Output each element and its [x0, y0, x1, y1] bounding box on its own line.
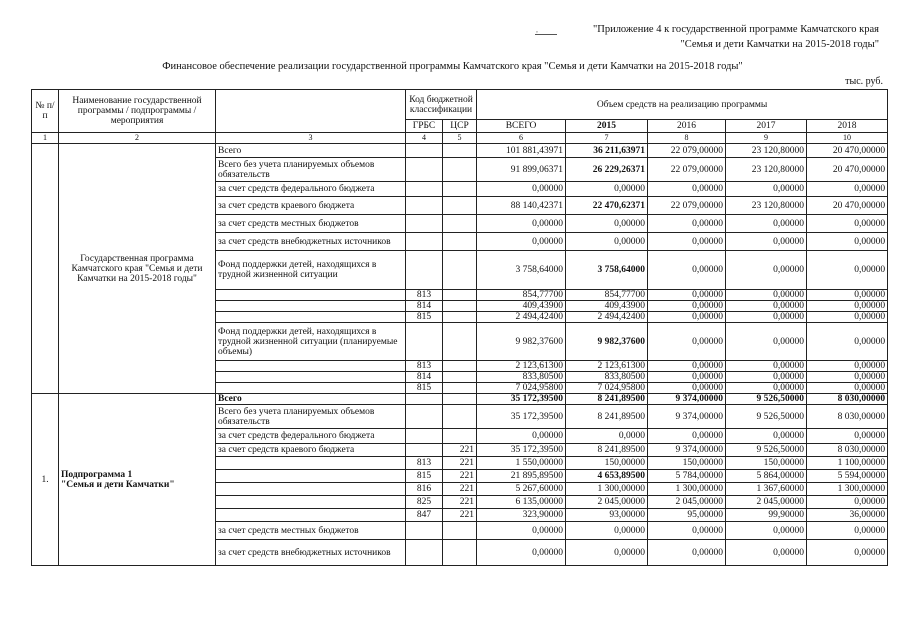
value-2018-cell: 0,00000: [807, 372, 888, 383]
value-2018-cell: 0,00000: [807, 383, 888, 394]
total-cell: 6 135,00000: [477, 496, 566, 509]
value-2015-cell: 8 241,89500: [566, 405, 648, 429]
value-2015-cell: 150,00000: [566, 457, 648, 470]
csr-cell: 221: [443, 444, 477, 457]
value-2016-cell: 9 374,00000: [648, 444, 726, 457]
value-2015-cell: 409,43900: [566, 301, 648, 312]
row-label: Всего: [216, 394, 406, 405]
grbs-cell: [406, 233, 443, 251]
csr-cell: 221: [443, 509, 477, 522]
row-label: [216, 301, 406, 312]
total-cell: 21 895,89500: [477, 470, 566, 483]
row-label: Фонд поддержки детей, находящихся в трудной жизненной ситуации: [216, 251, 406, 290]
total-cell: 0,00000: [477, 429, 566, 444]
program-name-cell: Государственная программа Камчатского края "Семья и дети Камчатки на 2015-2018 годы": [59, 144, 216, 394]
table-row: [32, 394, 888, 405]
col-volume-header: Объем средств на реализацию программы: [477, 90, 888, 120]
value-2015-cell: 93,00000: [566, 509, 648, 522]
total-cell: 91 899,06371: [477, 158, 566, 182]
csr-cell: [443, 301, 477, 312]
row-label: [216, 470, 406, 483]
units-label: тыс. руб.: [845, 76, 883, 87]
value-2017-cell: 0,00000: [726, 383, 807, 394]
total-cell: 9 982,37600: [477, 323, 566, 361]
csr-cell: 221: [443, 470, 477, 483]
value-2018-cell: 8 030,00000: [807, 394, 888, 405]
value-2018-cell: 0,00000: [807, 540, 888, 566]
row-label: [216, 457, 406, 470]
col-2016-header: 2016: [648, 120, 726, 133]
csr-cell: [443, 312, 477, 323]
value-2015-cell: 2 045,00000: [566, 496, 648, 509]
csr-cell: [443, 323, 477, 361]
row-label: за счет средств местных бюджетов: [216, 215, 406, 233]
value-2018-cell: 0,00000: [807, 312, 888, 323]
grbs-cell: 813: [406, 457, 443, 470]
value-2015-cell: 9 982,37600: [566, 323, 648, 361]
grbs-cell: [406, 158, 443, 182]
value-2018-cell: 0,00000: [807, 251, 888, 290]
col-total-header: ВСЕГО: [477, 120, 566, 133]
value-2017-cell: 0,00000: [726, 290, 807, 301]
value-2017-cell: 0,00000: [726, 215, 807, 233]
value-2018-cell: 1 300,00000: [807, 483, 888, 496]
value-2018-cell: 20 470,00000: [807, 144, 888, 158]
csr-cell: [443, 233, 477, 251]
row-label: за счет средств федерального бюджета: [216, 429, 406, 444]
col-label-header: [216, 90, 406, 133]
value-2016-cell: 0,00000: [648, 372, 726, 383]
value-2015-cell: 0,00000: [566, 182, 648, 197]
value-2015-cell: 8 241,89500: [566, 444, 648, 457]
row-label: Всего без учета планируемых объемов обязательств: [216, 405, 406, 429]
subprogram-name-cell: [59, 394, 216, 566]
total-cell: 5 267,60000: [477, 483, 566, 496]
row-label: за счет средств краевого бюджета: [216, 197, 406, 215]
total-cell: 88 140,42371: [477, 197, 566, 215]
value-2015-cell: 2 123,61300: [566, 361, 648, 372]
row-number-cell: 1.: [32, 394, 59, 566]
document-title: Финансовое обеспечение реализации государственной программы Камчатского края "Семья и дети Камчатки на 2015-2018 годы": [162, 61, 743, 72]
col-number: 4: [406, 133, 443, 144]
value-2016-cell: 0,00000: [648, 361, 726, 372]
value-2017-cell: 9 526,50000: [726, 394, 807, 405]
value-2017-cell: 0,00000: [726, 312, 807, 323]
value-2017-cell: 150,00000: [726, 457, 807, 470]
csr-cell: [443, 215, 477, 233]
value-2016-cell: 22 079,00000: [648, 197, 726, 215]
value-2018-cell: 0,00000: [807, 233, 888, 251]
row-label: за счет средств краевого бюджета: [216, 444, 406, 457]
value-2017-cell: 0,00000: [726, 251, 807, 290]
col-number: 7: [566, 133, 648, 144]
appendix-line-1: "Приложение 4 к государственной программе Камчатского края: [592, 24, 879, 35]
row-number-cell: [32, 144, 59, 394]
csr-cell: [443, 144, 477, 158]
col-csr-header: ЦСР: [443, 120, 477, 133]
value-2015-cell: 26 229,26371: [566, 158, 648, 182]
col-number: 8: [648, 133, 726, 144]
table-body: [32, 90, 888, 566]
value-2017-cell: 5 864,00000: [726, 470, 807, 483]
row-label: за счет средств внебюджетных источников: [216, 233, 406, 251]
grbs-cell: 825: [406, 496, 443, 509]
row-label: за счет средств местных бюджетов: [216, 522, 406, 540]
value-2016-cell: 0,00000: [648, 540, 726, 566]
grbs-cell: [406, 197, 443, 215]
grbs-cell: [406, 323, 443, 361]
csr-cell: [443, 405, 477, 429]
csr-cell: [443, 383, 477, 394]
value-2015-cell: 833,80500: [566, 372, 648, 383]
value-2018-cell: 8 030,00000: [807, 444, 888, 457]
value-2016-cell: 95,00000: [648, 509, 726, 522]
total-cell: 409,43900: [477, 301, 566, 312]
grbs-cell: [406, 394, 443, 405]
value-2016-cell: 0,00000: [648, 383, 726, 394]
value-2015-cell: 854,77700: [566, 290, 648, 301]
grbs-cell: [406, 540, 443, 566]
total-cell: 0,00000: [477, 540, 566, 566]
value-2015-cell: 22 470,62371: [566, 197, 648, 215]
value-2017-cell: 0,00000: [726, 182, 807, 197]
csr-cell: [443, 361, 477, 372]
value-2018-cell: 20 470,00000: [807, 158, 888, 182]
value-2015-cell: 8 241,89500: [566, 394, 648, 405]
csr-cell: 221: [443, 457, 477, 470]
value-2018-cell: 0,00000: [807, 182, 888, 197]
value-2016-cell: 0,00000: [648, 522, 726, 540]
value-2016-cell: 0,00000: [648, 215, 726, 233]
value-2015-cell: 1 300,00000: [566, 483, 648, 496]
value-2016-cell: 0,00000: [648, 312, 726, 323]
grbs-cell: 816: [406, 483, 443, 496]
scan-mark: ,: [536, 25, 538, 34]
total-cell: 0,00000: [477, 182, 566, 197]
appendix-line-2: "Семья и дети Камчатки на 2015-2018 годы": [680, 39, 879, 50]
csr-cell: 221: [443, 496, 477, 509]
csr-cell: [443, 158, 477, 182]
col-number: 2: [59, 133, 216, 144]
value-2015-cell: 0,00000: [566, 215, 648, 233]
grbs-cell: 847: [406, 509, 443, 522]
total-cell: 2 494,42400: [477, 312, 566, 323]
value-2017-cell: 2 045,00000: [726, 496, 807, 509]
value-2016-cell: 0,00000: [648, 233, 726, 251]
csr-cell: [443, 394, 477, 405]
col-code-header: Код бюджетной классификации: [406, 90, 477, 120]
total-cell: 0,00000: [477, 522, 566, 540]
value-2017-cell: 0,00000: [726, 372, 807, 383]
csr-cell: 221: [443, 483, 477, 496]
row-label: [216, 312, 406, 323]
grbs-cell: 813: [406, 361, 443, 372]
row-label: [216, 290, 406, 301]
total-cell: 7 024,95800: [477, 383, 566, 394]
value-2016-cell: 2 045,00000: [648, 496, 726, 509]
grbs-cell: [406, 444, 443, 457]
value-2018-cell: 0,00000: [807, 429, 888, 444]
value-2017-cell: 99,90000: [726, 509, 807, 522]
grbs-cell: [406, 429, 443, 444]
value-2016-cell: 0,00000: [648, 182, 726, 197]
total-cell: 854,77700: [477, 290, 566, 301]
grbs-cell: [406, 144, 443, 158]
value-2017-cell: 9 526,50000: [726, 405, 807, 429]
value-2018-cell: 0,00000: [807, 323, 888, 361]
col-number: 5: [443, 133, 477, 144]
value-2017-cell: 0,00000: [726, 429, 807, 444]
value-2017-cell: 0,00000: [726, 361, 807, 372]
subprogram-title: Подпрограмма 1: [61, 469, 133, 480]
table-row: [32, 144, 888, 158]
col-number: 3: [216, 133, 406, 144]
value-2018-cell: 36,00000: [807, 509, 888, 522]
total-cell: 0,00000: [477, 233, 566, 251]
value-2017-cell: 1 367,60000: [726, 483, 807, 496]
col-2017-header: 2017: [726, 120, 807, 133]
value-2016-cell: 0,00000: [648, 323, 726, 361]
col-2018-header: 2018: [807, 120, 888, 133]
value-2016-cell: 0,00000: [648, 429, 726, 444]
row-label: [216, 483, 406, 496]
col-name-header: Наименование государственной программы / подпрограммы / мероприятия: [59, 90, 216, 133]
value-2017-cell: 23 120,80000: [726, 158, 807, 182]
value-2017-cell: 0,00000: [726, 522, 807, 540]
total-cell: 0,00000: [477, 215, 566, 233]
csr-cell: [443, 251, 477, 290]
total-cell: 35 172,39500: [477, 405, 566, 429]
value-2018-cell: 0,00000: [807, 290, 888, 301]
value-2018-cell: 0,00000: [807, 301, 888, 312]
grbs-cell: [406, 251, 443, 290]
value-2015-cell: 7 024,95800: [566, 383, 648, 394]
total-cell: 35 172,39500: [477, 444, 566, 457]
total-cell: 1 550,00000: [477, 457, 566, 470]
finance-table: [31, 89, 888, 566]
grbs-cell: 814: [406, 301, 443, 312]
total-cell: 323,90000: [477, 509, 566, 522]
value-2015-cell: 0,00000: [566, 522, 648, 540]
row-label: [216, 496, 406, 509]
header-row: [32, 90, 888, 120]
value-2015-cell: 4 653,89500: [566, 470, 648, 483]
row-label: Всего без учета планируемых объемов обязательств: [216, 158, 406, 182]
value-2018-cell: 0,00000: [807, 522, 888, 540]
scan-mark-line: [535, 34, 557, 35]
grbs-cell: 815: [406, 383, 443, 394]
value-2016-cell: 22 079,00000: [648, 144, 726, 158]
col-num-header: № п/п: [32, 90, 59, 133]
value-2016-cell: 0,00000: [648, 301, 726, 312]
value-2016-cell: 150,00000: [648, 457, 726, 470]
grbs-cell: [406, 215, 443, 233]
csr-cell: [443, 522, 477, 540]
value-2017-cell: 23 120,80000: [726, 197, 807, 215]
row-label: Всего: [216, 144, 406, 158]
value-2018-cell: 20 470,00000: [807, 197, 888, 215]
value-2016-cell: 9 374,00000: [648, 405, 726, 429]
col-number: 6: [477, 133, 566, 144]
value-2015-cell: 0,00000: [566, 540, 648, 566]
value-2015-cell: 36 211,63971: [566, 144, 648, 158]
row-label: за счет средств внебюджетных источников: [216, 540, 406, 566]
value-2015-cell: 0,0000: [566, 429, 648, 444]
col-grbs-header: ГРБС: [406, 120, 443, 133]
value-2018-cell: 5 594,00000: [807, 470, 888, 483]
value-2017-cell: 23 120,80000: [726, 144, 807, 158]
column-number-row: [32, 133, 888, 144]
row-label: [216, 361, 406, 372]
csr-cell: [443, 197, 477, 215]
grbs-cell: 815: [406, 312, 443, 323]
row-label: [216, 509, 406, 522]
value-2016-cell: 0,00000: [648, 251, 726, 290]
value-2018-cell: 0,00000: [807, 496, 888, 509]
value-2015-cell: 3 758,64000: [566, 251, 648, 290]
value-2017-cell: 0,00000: [726, 301, 807, 312]
csr-cell: [443, 182, 477, 197]
col-number: 1: [32, 133, 59, 144]
value-2016-cell: 9 374,00000: [648, 394, 726, 405]
total-cell: 833,80500: [477, 372, 566, 383]
col-number: 9: [726, 133, 807, 144]
row-label: [216, 372, 406, 383]
value-2016-cell: 1 300,00000: [648, 483, 726, 496]
appendix-header: [593, 22, 879, 52]
row-label: [216, 383, 406, 394]
grbs-cell: 814: [406, 372, 443, 383]
grbs-cell: [406, 522, 443, 540]
value-2018-cell: 0,00000: [807, 215, 888, 233]
csr-cell: [443, 290, 477, 301]
grbs-cell: 815: [406, 470, 443, 483]
value-2015-cell: 0,00000: [566, 233, 648, 251]
grbs-cell: [406, 182, 443, 197]
csr-cell: [443, 372, 477, 383]
total-cell: 3 758,64000: [477, 251, 566, 290]
value-2016-cell: 22 079,00000: [648, 158, 726, 182]
value-2017-cell: 0,00000: [726, 233, 807, 251]
value-2018-cell: 0,00000: [807, 361, 888, 372]
grbs-cell: 813: [406, 290, 443, 301]
value-2018-cell: 1 100,00000: [807, 457, 888, 470]
value-2015-cell: 2 494,42400: [566, 312, 648, 323]
total-cell: 2 123,61300: [477, 361, 566, 372]
csr-cell: [443, 540, 477, 566]
value-2018-cell: 8 030,00000: [807, 405, 888, 429]
value-2016-cell: 0,00000: [648, 290, 726, 301]
value-2016-cell: 5 784,00000: [648, 470, 726, 483]
row-label: за счет средств федерального бюджета: [216, 182, 406, 197]
grbs-cell: [406, 405, 443, 429]
value-2017-cell: 0,00000: [726, 323, 807, 361]
value-2017-cell: 0,00000: [726, 540, 807, 566]
value-2017-cell: 9 526,50000: [726, 444, 807, 457]
csr-cell: [443, 429, 477, 444]
total-cell: 101 881,43971: [477, 144, 566, 158]
col-2015-header: 2015: [566, 120, 648, 133]
col-number: 10: [807, 133, 888, 144]
total-cell: 35 172,39500: [477, 394, 566, 405]
subprogram-subtitle: "Семья и дети Камчатки": [61, 479, 175, 490]
row-label: Фонд поддержки детей, находящихся в трудной жизненной ситуации (планируемые объемы): [216, 323, 406, 361]
